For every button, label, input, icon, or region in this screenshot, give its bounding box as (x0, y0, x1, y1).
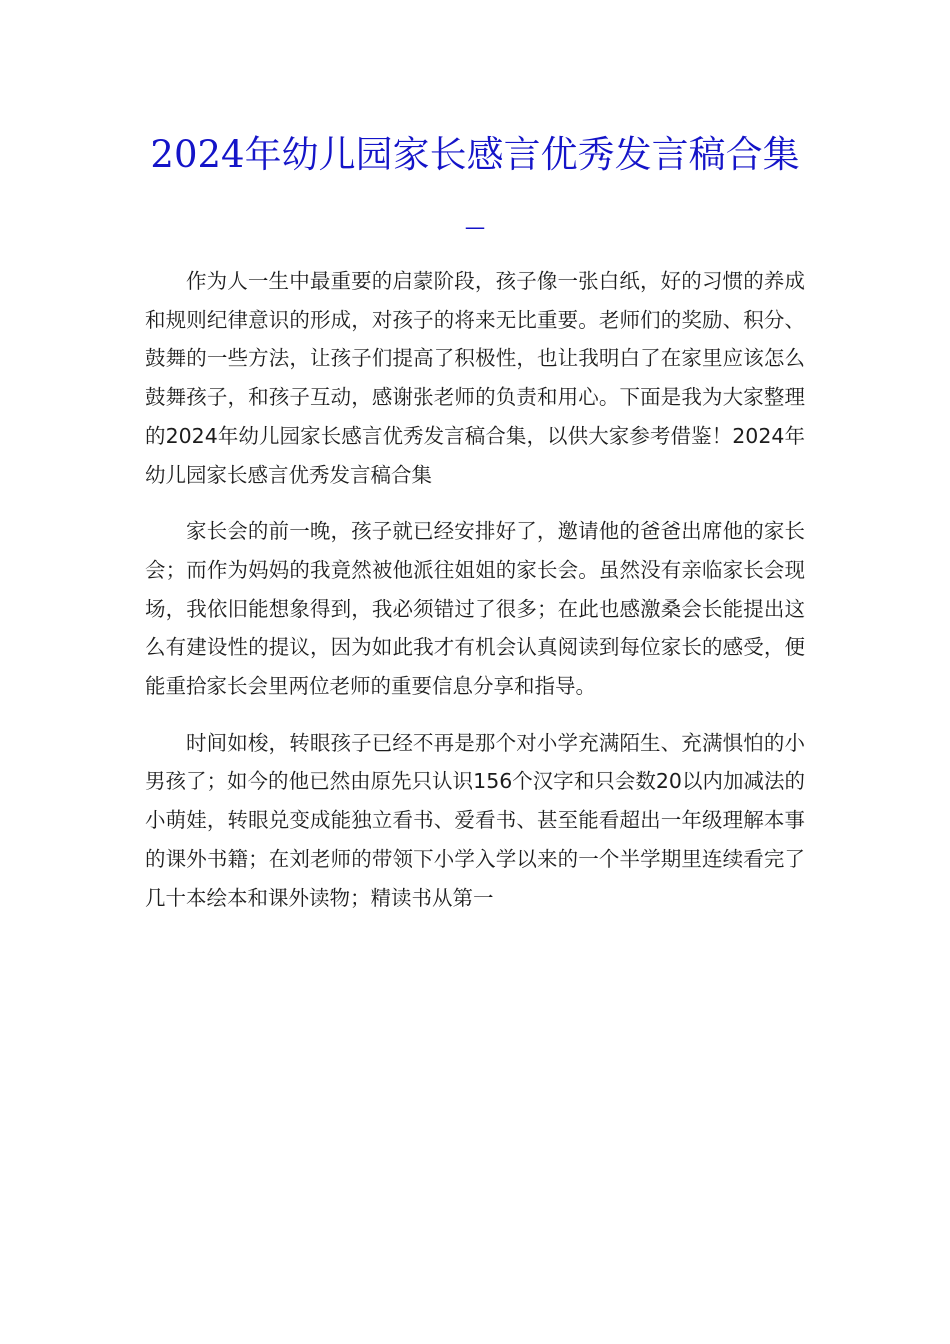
document-body (145, 262, 805, 935)
paragraph-time-flies: 时间如梭，转眼孩子已经不再是那个对小学充满陌生、充满惧怕的小男孩了；如今的他已然由原先只认识156个汉字和只会数20以内加减法的小萌娃，转眼兑变成能独立看书、爱看书、甚至能看超出一年级理解本事的课外书籍；在刘老师的带领下小学入学以来的一个半学期里连续看完了几十本绘本和课外读物；精读书从第一 (145, 730, 805, 910)
document-title: 2024年幼儿园家长感言优秀发言稿合集_ (150, 133, 800, 229)
paragraph-intro: 作为人一生中最重要的启蒙阶段，孩子像一张白纸，好的习惯的养成和规则纪律意识的形成，对孩子的将来无比重要。老师们的奖励、积分、鼓舞的一些方法，让孩子们提高了积极性，也让我明白了在家里应该怎么鼓舞孩子，和孩子互动，感谢张老师的负责和用心。下面是我为大家整理的2024年幼儿园家长感言优秀发言稿合集，以供大家参考借鉴！2024年幼儿园家长感言优秀发言稿合集 (145, 269, 805, 487)
paragraph-parent-meeting: 家长会的前一晚，孩子就已经安排好了，邀请他的爸爸出席他的家长会；而作为妈妈的我竟然被他派往姐姐的家长会。虽然没有亲临家长会现场，我依旧能想象得到，我必须错过了很多；在此也感激桑会长能提出这么有建设性的提议，因为如此我才有机会认真阅读到每位家长的感受，便能重拾家长会里两位老师的重要信息分享和指导。 (145, 519, 805, 699)
